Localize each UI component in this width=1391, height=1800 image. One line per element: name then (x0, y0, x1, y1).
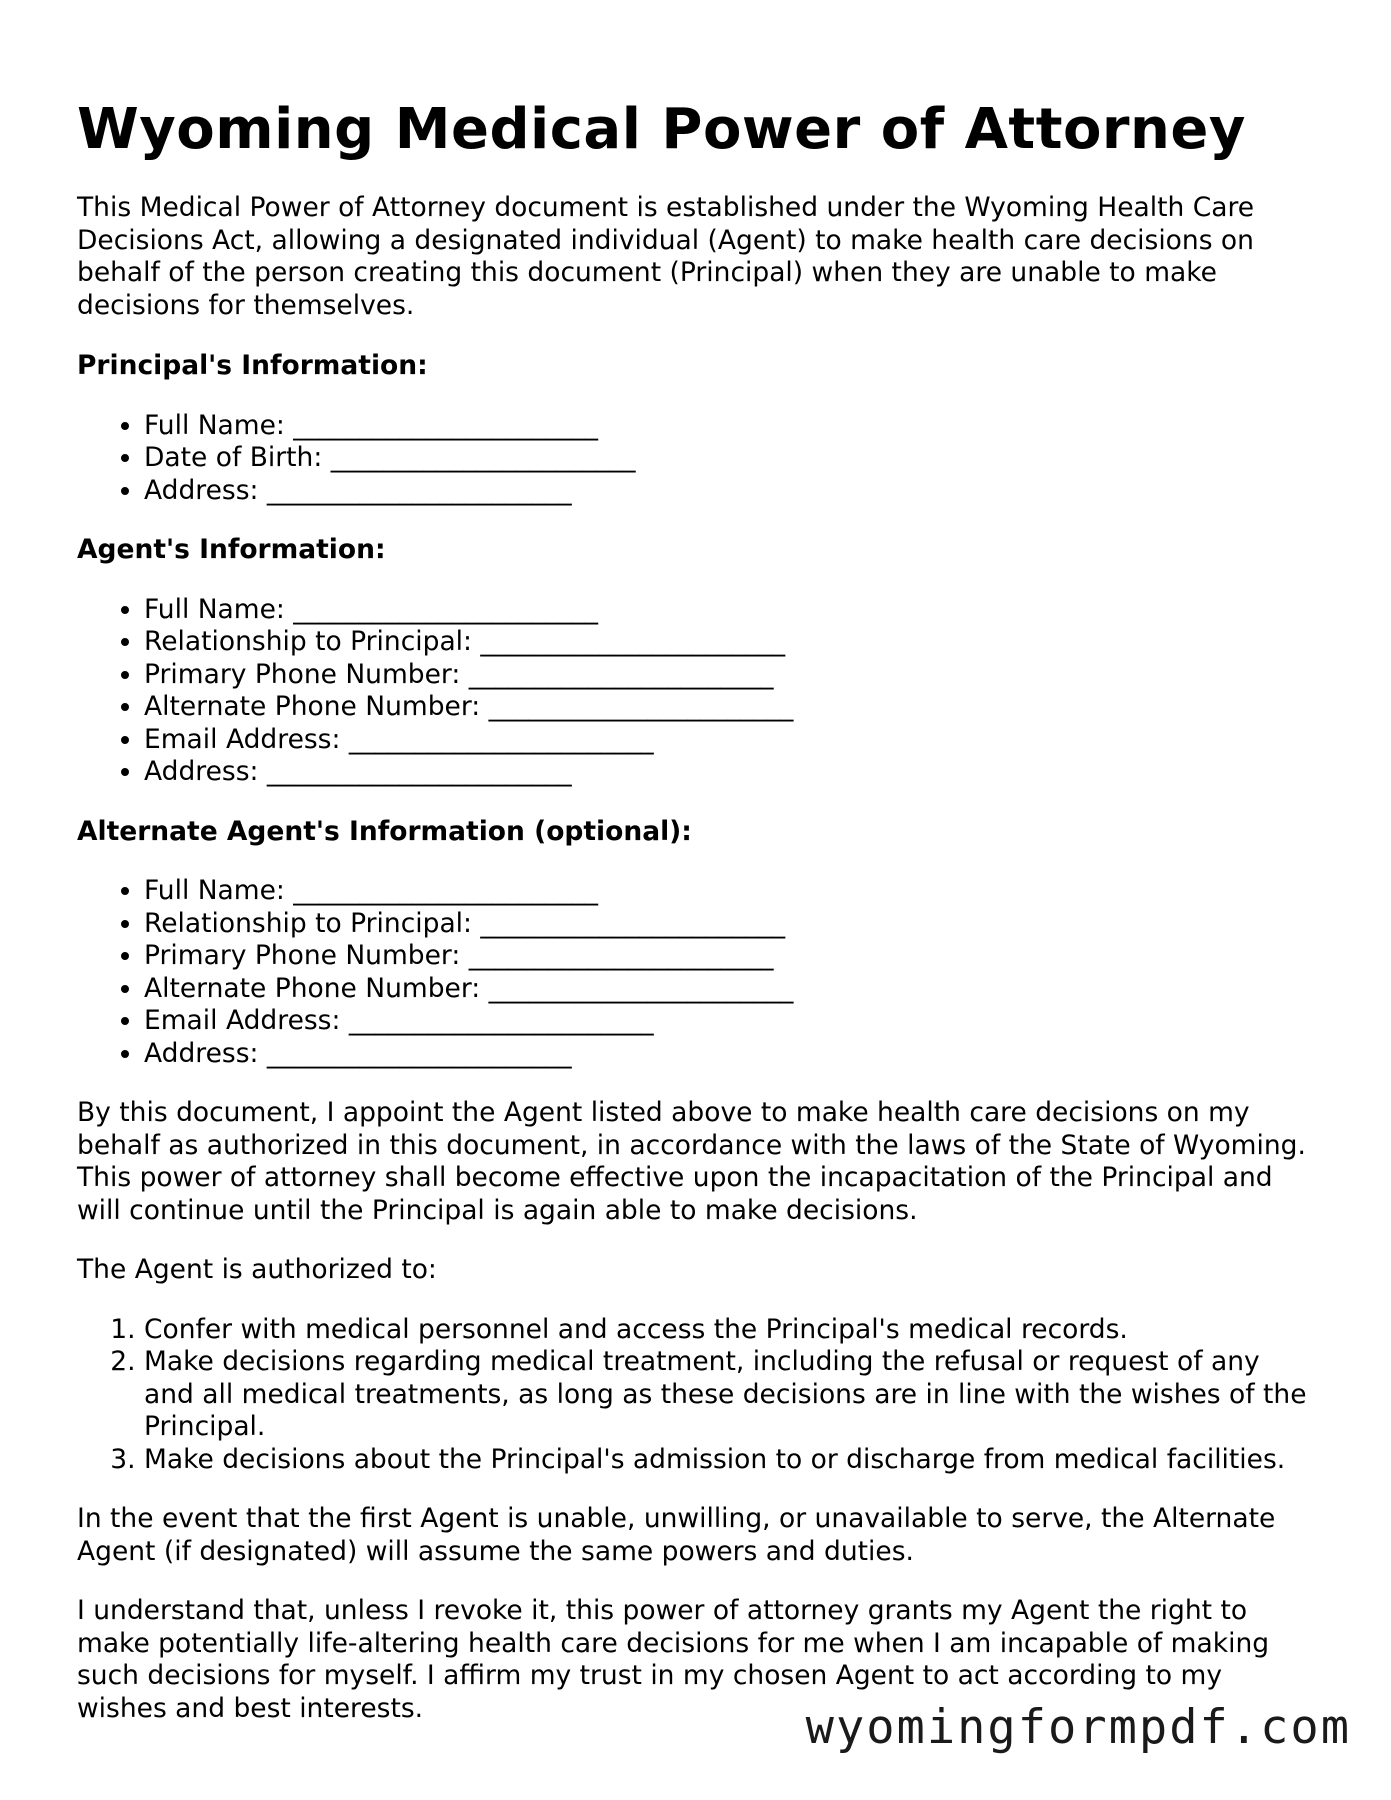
fill-in-blank: _______________________ (488, 691, 794, 722)
alternate-agent-field-primary-phone (144, 940, 1317, 973)
field-label: Alternate Phone Number: (144, 691, 489, 722)
authorized-intro: The Agent is authorized to: (77, 1254, 437, 1285)
fill-in-blank: _______________________ (348, 723, 654, 755)
authorized-power-item: 1. Confer with medical personnel and access the Principal's medical records. (144, 1314, 1317, 1347)
fill-in-blank: _______________________ (293, 875, 599, 906)
field-label: Address: (144, 1037, 267, 1069)
fill-in-blank: _______________________ (330, 442, 636, 473)
authorized-power-item: 3. Make decisions about the Principal's admission to or discharge from medical facilities. (144, 1444, 1317, 1477)
appointment-paragraph: By this document, I appoint the Agent listed above to make health care decisions on my behalf as authorized in this document, in accordance with the laws of the State of Wyoming. This power of attorney shall become effective upon the incapacitation of the Principal and will continue until the Principal is again able to make decisions. (77, 1097, 1306, 1226)
authorized-powers-list (77, 1314, 1317, 1477)
principal-fields-list (77, 410, 1317, 508)
alternate-agent-field-relationship (144, 908, 1317, 941)
fill-in-blank: _______________________ (266, 756, 572, 787)
fill-in-blank: _______________________ (348, 1005, 654, 1036)
alternate-agent-field-address (144, 1038, 1317, 1071)
alternate-agent-field-full-name (144, 875, 1317, 908)
alternate-agent-fields-list (77, 875, 1317, 1070)
field-label: Email Address: (144, 723, 349, 755)
fill-in-blank: _______________________ (488, 972, 794, 1004)
field-label: Full Name: (144, 409, 294, 441)
fill-in-blank: _______________________ (480, 626, 786, 657)
agent-fields-list (77, 594, 1317, 789)
field-label: Primary Phone Number: (144, 658, 469, 690)
alternate-agent-clause: In the event that the first Agent is unable, unwilling, or unavailable to serve, the Alternate Agent (if designated) will assume the same powers and duties. (77, 1503, 1276, 1567)
site-watermark: wyomingformpdf.com (805, 1700, 1351, 1755)
fill-in-blank: _______________________ (468, 658, 774, 690)
agent-field-alternate-phone (144, 691, 1317, 724)
alternate-agent-heading: Alternate Agent's Information (optional): (77, 815, 692, 847)
principal-field-date-of-birth (144, 442, 1317, 475)
principal-field-address (144, 475, 1317, 508)
fill-in-blank: _______________________ (293, 409, 599, 441)
alternate-agent-field-email (144, 1005, 1317, 1038)
field-label: Full Name: (144, 593, 294, 625)
fill-in-blank: _______________________ (266, 474, 572, 506)
field-label: Address: (144, 756, 267, 787)
fill-in-blank: _______________________ (266, 1037, 572, 1069)
field-label: Full Name: (144, 875, 294, 906)
principal-field-full-name (144, 410, 1317, 443)
field-label: Email Address: (144, 1005, 349, 1036)
agent-heading: Agent's Information: (77, 534, 386, 565)
field-label: Relationship to Principal: (144, 626, 481, 657)
document-page (77, 90, 1317, 1752)
field-label: Address: (144, 474, 267, 506)
field-label: Date of Birth: (144, 442, 331, 473)
agent-field-relationship (144, 626, 1317, 659)
field-label: Primary Phone Number: (144, 940, 469, 971)
fill-in-blank: _______________________ (468, 940, 774, 971)
intro-paragraph: This Medical Power of Attorney document is established under the Wyoming Health Care Decisions Act, allowing a designated individual (Agent) to make health care decisions on behalf of the person creating this document (Principal) when they are unable to make decisions for themselves. (77, 192, 1255, 321)
principal-heading: Principal's Information: (77, 350, 428, 381)
fill-in-blank: _______________________ (293, 593, 599, 625)
field-label: Relationship to Principal: (144, 907, 481, 939)
fill-in-blank: _______________________ (480, 907, 786, 939)
agent-field-address (144, 756, 1317, 789)
agent-field-primary-phone (144, 659, 1317, 692)
document-title: Wyoming Medical Power of Attorney (77, 97, 1246, 162)
authorized-power-item: 2. Make decisions regarding medical treatment, including the refusal or request of any and all medical treatments, as long as these decisions are in line with the wishes of the Principal. (144, 1346, 1317, 1444)
agent-field-full-name (144, 594, 1317, 627)
agent-field-email (144, 724, 1317, 757)
field-label: Alternate Phone Number: (144, 972, 489, 1004)
alternate-agent-field-alternate-phone (144, 973, 1317, 1006)
understanding-paragraph: I understand that, unless I revoke it, this power of attorney grants my Agent the right to make potentially life-altering health care decisions for me when I am incapable of making such decisions for myself. I affirm my trust in my chosen Agent to act according to my wishes and best interests. (77, 1595, 1270, 1724)
